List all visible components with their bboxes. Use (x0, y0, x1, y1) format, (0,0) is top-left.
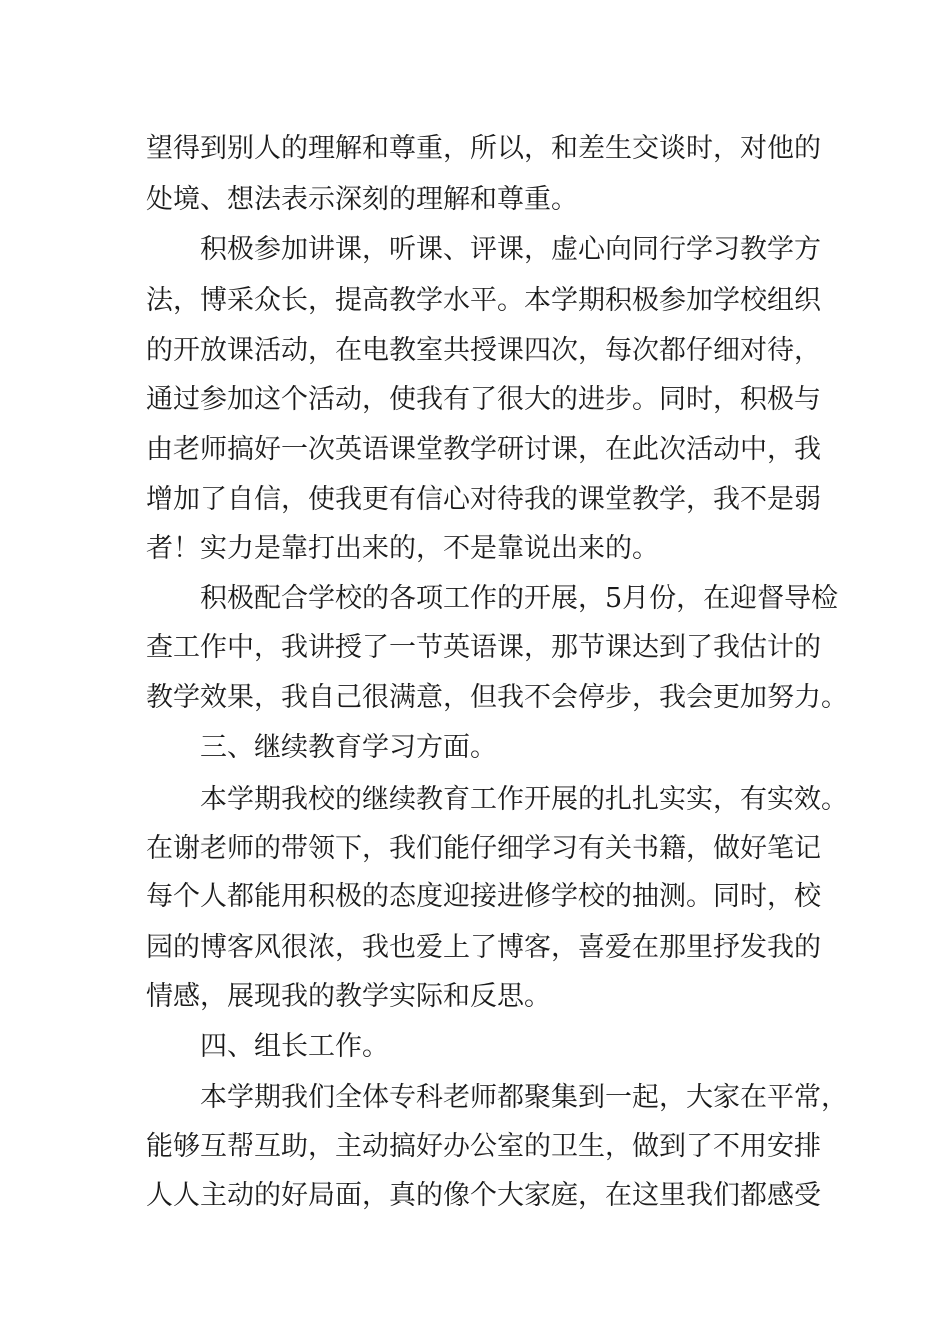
text-line: 积极配合学校的各项工作的开展，5月份，在迎督导检 (200, 583, 839, 614)
text-line: 的开放课活动，在电教室共授课四次，每次都仔细对待， (146, 335, 821, 366)
text-line: 每个人都能用积极的态度迎接进修学校的抽测。同时，校 (146, 881, 821, 912)
text-line: 通过参加这个活动，使我有了很大的进步。同时，积极与 (146, 384, 821, 415)
text-line: 本学期我校的继续教育工作开展的扎扎实实，有实效。 (200, 784, 848, 815)
text-line: 者！实力是靠打出来的，不是靠说出来的。 (146, 533, 659, 564)
text-line: 教学效果，我自己很满意，但我不会停步，我会更加努力。 (146, 682, 848, 713)
text-line: 能够互帮互助，主动搞好办公室的卫生，做到了不用安排 (146, 1131, 821, 1162)
text-line: 处境、想法表示深刻的理解和尊重。 (146, 184, 578, 215)
text-line: 积极参加讲课，听课、评课，虚心向同行学习教学方 (200, 234, 821, 265)
text-line: 在谢老师的带领下，我们能仔细学习有关书籍，做好笔记 (146, 833, 821, 864)
section-heading: 四、组长工作。 (200, 1031, 389, 1062)
text-line: 查工作中，我讲授了一节英语课，那节课达到了我估计的 (146, 632, 821, 663)
text-line: 望得到别人的理解和尊重，所以，和差生交谈时，对他的 (146, 133, 821, 164)
text-line: 增加了自信，使我更有信心对待我的课堂教学，我不是弱 (146, 484, 821, 515)
text-line: 本学期我们全体专科老师都聚集到一起，大家在平常， (200, 1082, 848, 1113)
text-line: 园的博客风很浓，我也爱上了博客，喜爱在那里抒发我的 (146, 932, 821, 963)
text-line: 人人主动的好局面，真的像个大家庭，在这里我们都感受 (146, 1180, 821, 1211)
text-line: 情感，展现我的教学实际和反思。 (146, 981, 551, 1012)
text-line: 由老师搞好一次英语课堂教学研讨课，在此次活动中，我 (146, 434, 821, 465)
text-line: 法，博采众长，提高教学水平。本学期积极参加学校组织 (146, 285, 821, 316)
section-heading: 三、继续教育学习方面。 (200, 732, 497, 763)
